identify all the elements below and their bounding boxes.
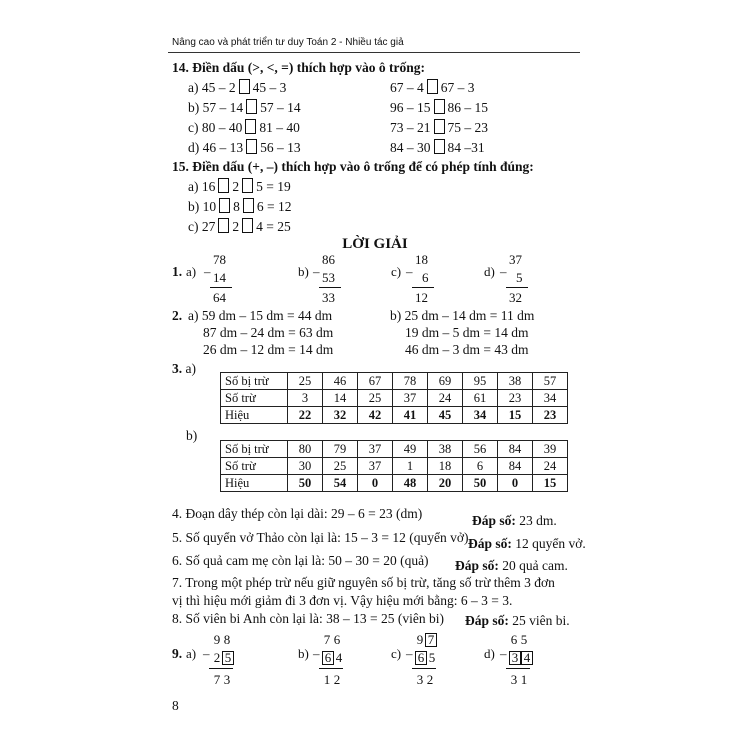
difference-table-b — [220, 440, 568, 492]
answer-box[interactable] — [434, 119, 445, 134]
running-header: Nâng cao và phát triển tư duy Toán 2 - Nhiều tác giả — [172, 37, 404, 48]
answer-box[interactable] — [246, 139, 257, 154]
filled-digit-box: 6 — [415, 651, 427, 665]
table-row: Số bị trừ 25 46 67 78 69 95 38 57 — [221, 373, 568, 390]
solution-2-right-2: 19 dm – 5 dm = 14 dm — [405, 325, 529, 340]
solution-6-text: 6. Số quả cam mẹ còn lại là: 50 – 30 = 20 (quả) — [172, 553, 429, 568]
solution-2-right-1: b) 25 dm – 14 dm = 11 dm — [390, 308, 535, 323]
solution-2-right-3: 46 dm – 3 dm = 43 dm — [405, 342, 529, 357]
answer-box[interactable] — [434, 99, 445, 114]
solutions-title: LỜI GIẢI — [342, 236, 408, 252]
ex14-c-left: c) 80 – 40 81 – 40 — [188, 120, 300, 135]
solution-7-line-2: vị thì hiệu mới giảm đi 3 đơn vị. Vậy hiệu mới bằng: 6 – 3 = 3. — [172, 593, 513, 608]
solution-2-left-3: 26 dm – 12 dm = 14 dm — [203, 342, 334, 357]
solution-6-answer: Đáp số: 20 quả cam. — [455, 558, 568, 573]
table-row: Hiệu 22 32 42 41 45 34 15 23 — [221, 407, 568, 424]
exercise-15-title: 15. Điền dấu (+, –) thích hợp vào ô trống để có phép tính đúng: — [172, 159, 534, 174]
solution-5-text: 5. Số quyển vở Thảo còn lại là: 15 – 3 = 12 (quyển vở) — [172, 530, 469, 545]
answer-box[interactable] — [242, 218, 253, 233]
answer-box[interactable] — [242, 178, 253, 193]
answer-box[interactable] — [239, 79, 250, 94]
ex15-a: a) 16 2 5 = 19 — [188, 179, 291, 194]
book-page: Nâng cao và phát triển tư duy Toán 2 - Nhiều tác giả 14. Điền dấu (>, <, =) thích hợp vào ô trống: a) 45 – 2 45 – 3 67 – 4 67 – 3 b) 57 – 14 57 – 14 96 – 15 86 – 15 c) 80 – 40 81 – 40 73 – 21 75 – 23 d) 46 – 13 56 – 13 84 – 30 84 –31 15. Điền dấu (+, –) thích hợp vào ô trống để có phép tính đúng: a) 16 2 5 = 19 b) 10 8 6 = 12 c) 27 2 4 = 25 LỜI GIẢI 1. a) – 78 14 64 b) – 86 53 33 c) – 18 6 12 d) – 37 5 32 2. a) 59 dm – 15 dm = 44 dm 87 dm – 24 dm = 63 dm 26 dm – 12 dm = 14 dm b) 25 dm – 14 dm = 11 dm 19 dm – 5 dm = 14 dm 46 dm – 3 dm = 43 dm 3. a) Số bị trừ 25 46 67 78 69 95 38 57 Số trừ 3 14 25 37 24 61 23 34 Hiệu 22 32 42 41 45 34 15 23 b) Số bị trừ 80 79 37 49 38 56 84 39 Số trừ 30 25 37 1 18 6 84 24 Hiệu 50 54 0 48 20 50 0 15 4. Đoạn dây thép còn lại dài: 29 – 6 = 23 (dm) Đáp số: 23 dm. 5. Số quyển vở Thảo còn lại là: 15 – 3 = 12 (quyển vở) Đáp số: 12 quyển vở. 6. Số quả cam mẹ còn lại là: 50 – 30 = 20 (quả) Đáp số: 20 quả cam. 7. Trong một phép trừ nếu giữ nguyên số bị trừ, tăng số trừ thêm 3 đơn vị thì hiệu mới giảm đi 3 đơn vị. Vậy hiệu mới bằng: 6 – 3 = 3. 8. Số viên bi Anh còn lại là: 38 – 13 = 25 (viên bi) Đáp số: 25 viên bi. 9. a) – 9 8 2 5 7 3 b) – 7 6 6 4 1 2 c) – 9 7 6 5 3 2 d) – 6 5 3 4 3 1 8 — [0, 0, 750, 750]
solution-8-text: 8. Số viên bi Anh còn lại là: 38 – 13 = 25 (viên bi) — [172, 611, 444, 626]
solution-8-answer: Đáp số: 25 viên bi. — [465, 613, 570, 628]
answer-box[interactable] — [434, 139, 445, 154]
answer-box[interactable] — [219, 198, 230, 213]
ex14-a-left: a) 45 – 2 45 – 3 — [188, 80, 287, 95]
exercise-14-title: 14. Điền dấu (>, <, =) thích hợp vào ô trống: — [172, 60, 425, 75]
solution-4-text: 4. Đoạn dây thép còn lại dài: 29 – 6 = 23 (dm) — [172, 506, 423, 521]
answer-box[interactable] — [218, 178, 229, 193]
solution-1-number: 1. — [172, 264, 183, 279]
solution-5-answer: Đáp số: 12 quyển vở. — [468, 536, 586, 551]
ex15-c: c) 27 2 4 = 25 — [188, 219, 291, 234]
answer-box[interactable] — [245, 119, 256, 134]
answer-box[interactable] — [427, 79, 438, 94]
ex14-c-right: 73 – 21 75 – 23 — [390, 120, 488, 135]
filled-digit-box: 4 — [521, 651, 533, 665]
table-row: Số trừ 30 25 37 1 18 6 84 24 — [221, 458, 568, 475]
answer-box[interactable] — [218, 218, 229, 233]
ex14-b-right: 96 – 15 86 – 15 — [390, 100, 488, 115]
ex14-d-right: 84 – 30 84 –31 — [390, 140, 485, 155]
ex14-d-left: d) 46 – 13 56 – 13 — [188, 140, 301, 155]
solution-2-number: 2. — [172, 308, 183, 323]
filled-digit-box: 7 — [425, 633, 437, 647]
solution-9-number: 9. — [172, 646, 183, 661]
ex14-a-right: 67 – 4 67 – 3 — [390, 80, 475, 95]
page-number: 8 — [172, 698, 179, 713]
solution-3b-label: b) — [186, 428, 198, 443]
ex15-b: b) 10 8 6 = 12 — [188, 199, 292, 214]
answer-box[interactable] — [246, 99, 257, 114]
answer-box[interactable] — [243, 198, 254, 213]
difference-table-a — [220, 372, 568, 424]
filled-digit-box: 5 — [222, 651, 234, 665]
filled-digit-box: 3 — [509, 651, 521, 665]
solution-4-answer: Đáp số: 23 dm. — [472, 513, 557, 528]
solution-7-line-1: 7. Trong một phép trừ nếu giữ nguyên số bị trừ, tăng số trừ thêm 3 đơn — [172, 575, 555, 590]
ex14-b-left: b) 57 – 14 57 – 14 — [188, 100, 301, 115]
table-row: Số bị trừ 80 79 37 49 38 56 84 39 — [221, 441, 568, 458]
table-row: Hiệu 50 54 0 48 20 50 0 15 — [221, 475, 568, 492]
header-rule — [168, 52, 580, 53]
solution-2-left-1: a) 59 dm – 15 dm = 44 dm — [188, 308, 333, 323]
solution-3-label: 3. a) — [172, 361, 196, 376]
filled-digit-box: 6 — [322, 651, 334, 665]
solution-2-left-2: 87 dm – 24 dm = 63 dm — [203, 325, 334, 340]
table-row: Số trừ 3 14 25 37 24 61 23 34 — [221, 390, 568, 407]
